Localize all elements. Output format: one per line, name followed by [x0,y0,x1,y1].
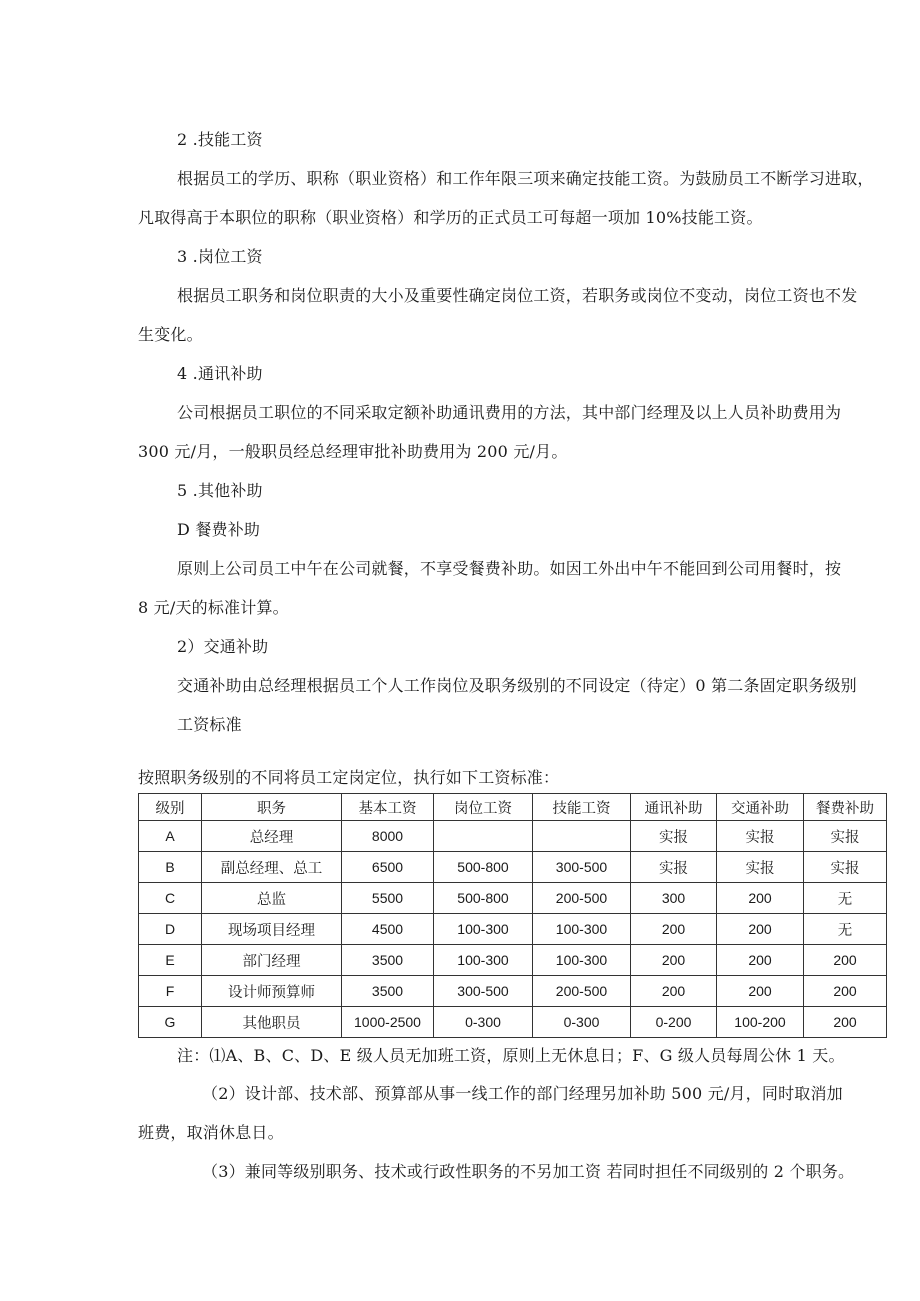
cell-meal-allowance: 实报 [804,852,887,883]
cell-post-salary: 100-300 [434,945,533,976]
cell-post-salary: 300-500 [434,976,533,1007]
cell-skill-salary: 0-300 [533,1007,631,1038]
cell-transport-allowance: 100-200 [717,1007,804,1038]
meal-allowance-line-2: 8 元/天的标准计算。 [138,598,289,617]
section-4-para-line-1: 公司根据员工职位的不同采取定额补助通讯费用的方法，其中部门经理及以上人员补助费用为 [177,403,842,422]
cell-level: C [139,883,202,914]
cell-position: 部门经理 [202,945,342,976]
cell-position: 总经理 [202,821,342,852]
section-3-para-line-1: 根据员工职务和岗位职责的大小及重要性确定岗位工资，若职务或岗位不变动，岗位工资也不发 [177,286,858,305]
cell-transport-allowance: 200 [717,914,804,945]
cell-comm-allowance: 实报 [631,821,717,852]
section-3-title: 3 .岗位工资 [177,247,263,266]
cell-position: 副总经理、总工 [202,852,342,883]
cell-transport-allowance: 实报 [717,852,804,883]
table-row [139,852,887,883]
section-4-title: 4 .通讯补助 [177,364,263,383]
header-post-salary: 岗位工资 [434,794,533,821]
header-meal-allowance: 餐费补助 [804,794,887,821]
header-skill-salary: 技能工资 [533,794,631,821]
cell-skill-salary [533,821,631,852]
cell-level: F [139,976,202,1007]
cell-level: B [139,852,202,883]
note-1: 注：⑴A、B、C、D、E 级人员无加班工资，原则上无休息日；F、G 级人员每周公休 1 天。 [177,1046,845,1065]
cell-position: 总监 [202,883,342,914]
cell-base-salary: 3500 [342,976,434,1007]
cell-comm-allowance: 300 [631,883,717,914]
section-2-para-line-1: 根据员工的学历、职称（职业资格）和工作年限三项来确定技能工资。为鼓励员工不断学习进取， [177,169,874,188]
cell-meal-allowance: 200 [804,945,887,976]
cell-base-salary: 1000-2500 [342,1007,434,1038]
cell-transport-allowance: 实报 [717,821,804,852]
note-2-line-2: 班费，取消休息日。 [138,1123,284,1142]
header-level: 级别 [139,794,202,821]
cell-transport-allowance: 200 [717,945,804,976]
cell-comm-allowance: 200 [631,976,717,1007]
cell-position: 设计师预算师 [202,976,342,1007]
cell-meal-allowance: 无 [804,914,887,945]
cell-post-salary: 0-300 [434,1007,533,1038]
cell-comm-allowance: 0-200 [631,1007,717,1038]
table-row [139,914,887,945]
note-2-line-1: （2）设计部、技术部、预算部从事一线工作的部门经理另加补助 500 元/月，同时取消加 [202,1084,843,1103]
section-2-para-line-2: 凡取得高于本职位的职称（职业资格）和学历的正式员工可每超一项加 10%技能工资。 [138,208,763,227]
cell-position: 现场项目经理 [202,914,342,945]
header-transport-allowance: 交通补助 [717,794,804,821]
cell-meal-allowance: 200 [804,976,887,1007]
table-header-row [139,794,887,821]
cell-level: G [139,1007,202,1038]
cell-skill-salary: 100-300 [533,914,631,945]
cell-skill-salary: 300-500 [533,852,631,883]
cell-skill-salary: 200-500 [533,883,631,914]
section-5-title: 5 .其他补助 [177,481,263,500]
table-intro: 按照职务级别的不同将员工定岗定位，执行如下工资标准： [138,768,560,787]
header-comm-allowance: 通讯补助 [631,794,717,821]
section-3-para-line-2: 生变化。 [138,325,203,344]
cell-base-salary: 6500 [342,852,434,883]
table-row [139,1007,887,1038]
cell-post-salary: 100-300 [434,914,533,945]
cell-level: D [139,914,202,945]
transport-allowance-title: 2）交通补助 [177,637,269,656]
header-position: 职务 [202,794,342,821]
cell-transport-allowance: 200 [717,976,804,1007]
cell-level: E [139,945,202,976]
cell-position: 其他职员 [202,1007,342,1038]
cell-base-salary: 8000 [342,821,434,852]
meal-allowance-line-1: 原则上公司员工中午在公司就餐，不享受餐费补助。如因工外出中午不能回到公司用餐时，按 [177,559,842,578]
cell-skill-salary: 200-500 [533,976,631,1007]
cell-skill-salary: 100-300 [533,945,631,976]
cell-comm-allowance: 200 [631,914,717,945]
table-row [139,821,887,852]
cell-base-salary: 4500 [342,914,434,945]
header-base-salary: 基本工资 [342,794,434,821]
note-3: （3）兼同等级别职务、技术或行政性职务的不另加工资 若同时担任不同级别的 2 个职务。 [202,1162,855,1181]
meal-allowance-title: D 餐费补助 [177,520,261,539]
section-4-para-line-2: 300 元/月，一般职员经总经理审批补助费用为 200 元/月。 [138,442,568,461]
cell-base-salary: 5500 [342,883,434,914]
table-row [139,945,887,976]
cell-comm-allowance: 实报 [631,852,717,883]
cell-post-salary: 500-800 [434,852,533,883]
table-row [139,976,887,1007]
cell-transport-allowance: 200 [717,883,804,914]
transport-allowance-line-1: 交通补助由总经理根据员工个人工作岗位及职务级别的不同设定（待定）0 第二条固定职务级别 [177,676,857,695]
cell-base-salary: 3500 [342,945,434,976]
cell-post-salary [434,821,533,852]
cell-level: A [139,821,202,852]
cell-post-salary: 500-800 [434,883,533,914]
transport-allowance-line-2: 工资标准 [177,715,242,734]
cell-meal-allowance: 200 [804,1007,887,1038]
cell-comm-allowance: 200 [631,945,717,976]
section-2-title: 2 .技能工资 [177,130,263,149]
cell-meal-allowance: 无 [804,883,887,914]
salary-table [138,793,887,1038]
table-row [139,883,887,914]
cell-meal-allowance: 实报 [804,821,887,852]
